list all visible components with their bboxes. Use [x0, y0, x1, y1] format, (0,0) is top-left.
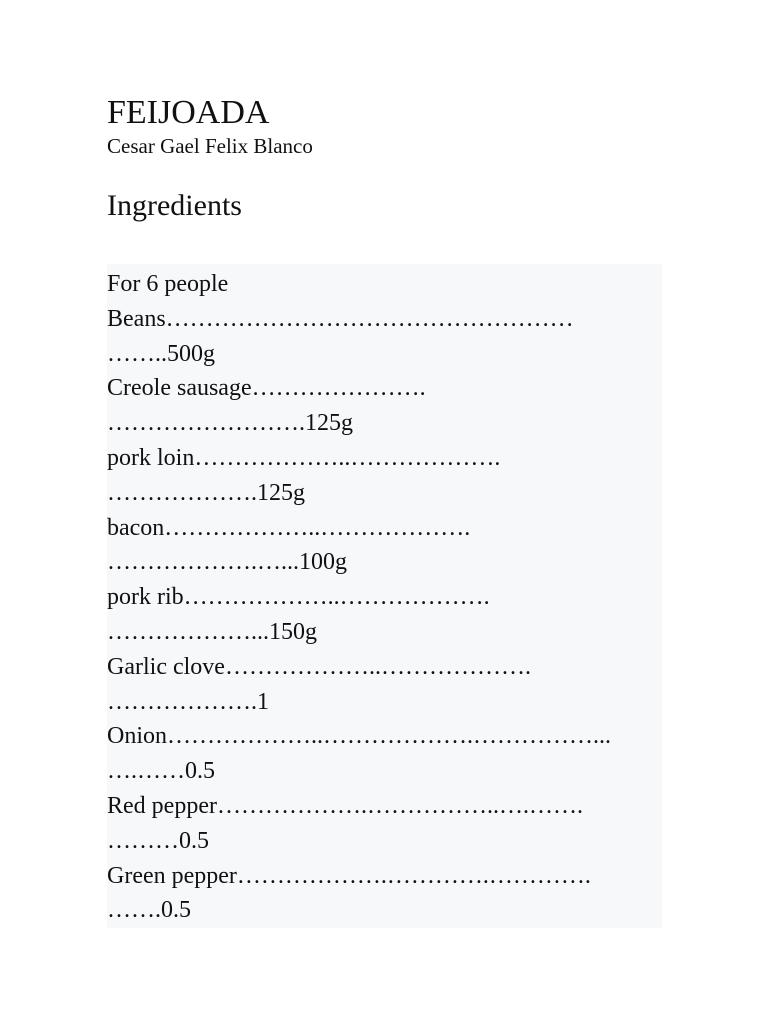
ingredient-line-continuation: …………………….125g: [107, 410, 353, 437]
ingredient-line: Onion………………..……………….……………...: [107, 723, 611, 750]
servings-line: For 6 people: [107, 271, 229, 297]
ingredient-line: Creole sausage………………….: [107, 375, 426, 402]
recipe-author: Cesar Gael Felix Blanco: [107, 134, 313, 158]
ingredient-line-continuation: ……..500g: [107, 340, 215, 367]
ingredient-line-continuation: ……………….1: [107, 688, 269, 715]
ingredient-line: pork loin………………..……………….: [107, 444, 501, 471]
ingredient-line: Garlic clove………………..……………….: [107, 653, 531, 680]
ingredient-line-continuation: …….0.5: [107, 897, 191, 924]
ingredient-line-continuation: ….……0.5: [107, 758, 215, 785]
ingredient-line: Red pepper……………….……………..….…….: [107, 792, 583, 819]
ingredient-line: Beans……………………………………………: [107, 305, 574, 332]
ingredient-line-continuation: ………0.5: [107, 827, 209, 854]
recipe-title: FEIJOADA: [107, 94, 270, 131]
section-heading-ingredients: Ingredients: [107, 189, 242, 222]
ingredient-line: pork rib………………..……………….: [107, 584, 490, 611]
ingredients-block: [107, 264, 662, 928]
ingredient-line: Green pepper……………….………….………….: [107, 862, 591, 889]
ingredient-line-continuation: ……………….125g: [107, 479, 305, 506]
ingredient-line: bacon………………..……………….: [107, 514, 471, 541]
ingredient-line-continuation: ……………….…...100g: [107, 549, 347, 576]
ingredient-line-continuation: ………………...150g: [107, 618, 317, 645]
